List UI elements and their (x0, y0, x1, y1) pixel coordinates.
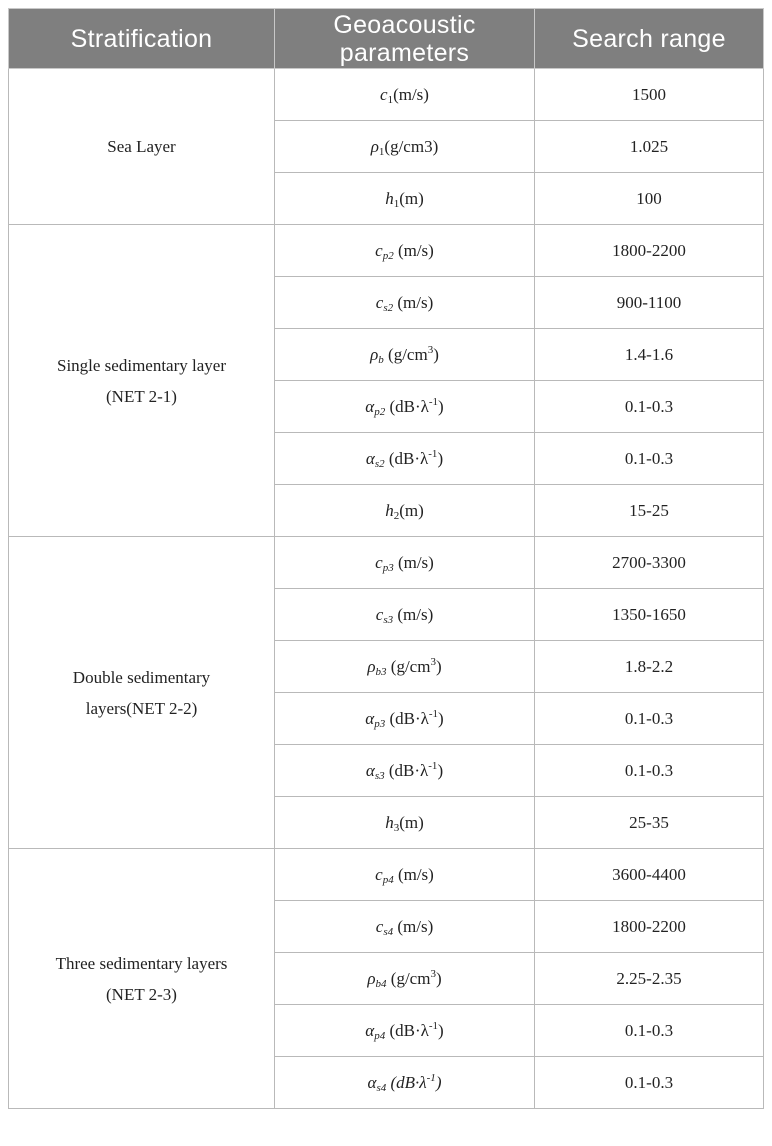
parameter-symbol-letter: h (385, 500, 394, 520)
stratification-label-line: Sea Layer (107, 137, 176, 156)
parameter-subscript: s4 (383, 925, 394, 938)
parameter-unit (393, 293, 433, 312)
parameter-symbol (376, 917, 393, 936)
parameter-symbol (375, 553, 394, 572)
parameter-subscript: 1 (387, 93, 394, 106)
header-geoacoustic-parameters: Geoacoustic parameters (275, 9, 535, 69)
parameter-symbol (365, 1021, 385, 1040)
parameter-unit-text: (m/s) (393, 604, 434, 624)
parameter-cell (275, 225, 535, 277)
parameter-symbol (368, 1073, 387, 1092)
parameter-subscript: 2 (393, 509, 400, 522)
parameter-symbol-letter: ρ (370, 136, 379, 156)
parameter-unit (394, 865, 434, 884)
parameter-symbol-letter: h (385, 812, 394, 832)
parameter-unit-superscript: -1 (428, 1019, 439, 1032)
parameter-subscript: s3 (374, 769, 385, 782)
parameter-unit-superscript: -1 (428, 759, 438, 772)
parameter-symbol (385, 189, 399, 208)
parameter-unit (399, 501, 424, 520)
parameter-unit-text: (m/s) (393, 864, 434, 884)
parameter-unit-text: (dB·λ (385, 1020, 429, 1040)
parameter-unit-text: (dB·λ (384, 760, 429, 780)
parameter-table-container (8, 8, 763, 1109)
stratification-cell (9, 69, 275, 225)
parameter-cell (275, 901, 535, 953)
search-range-cell: 1800-2200 (535, 225, 764, 277)
stratification-label-line: Three sedimentary layers (55, 953, 228, 973)
stratification-cell (9, 225, 275, 537)
parameter-subscript: 1 (378, 145, 385, 158)
parameter-unit-superscript: 3 (430, 655, 436, 668)
search-range-cell: 25-35 (535, 797, 764, 849)
search-range-cell: 15-25 (535, 485, 764, 537)
stratification-label-line: layers(NET 2-2) (85, 698, 198, 718)
search-range-cell: 0.1-0.3 (535, 745, 764, 797)
parameter-unit-superscript: -1 (428, 707, 439, 720)
parameter-unit (399, 189, 424, 208)
stratification-label-line: Double sedimentary (72, 667, 211, 687)
parameter-unit (384, 137, 438, 156)
parameter-unit-text: (g/cm (386, 968, 431, 988)
stratification-cell (9, 849, 275, 1109)
parameter-cell (275, 1057, 535, 1109)
parameter-unit (385, 761, 444, 780)
table-row (9, 849, 764, 901)
parameter-symbol-letter: h (385, 188, 394, 208)
search-range-cell: 0.1-0.3 (535, 1057, 764, 1109)
stratification-label-line: (NET 2-3) (106, 984, 177, 1004)
parameter-cell (275, 641, 535, 693)
parameter-unit-superscript: -1 (428, 395, 439, 408)
parameter-unit (399, 813, 424, 832)
parameter-symbol (385, 501, 399, 520)
parameter-unit-text: (g/cm (383, 344, 428, 364)
parameter-subscript: p3 (374, 717, 386, 730)
parameter-subscript: b4 (375, 977, 387, 990)
parameter-unit (385, 449, 444, 468)
search-range-cell: 2700-3300 (535, 537, 764, 589)
parameter-symbol-letter: α (365, 396, 375, 416)
parameter-subscript: s4 (376, 1081, 387, 1094)
parameter-symbol-letter: c (380, 84, 388, 104)
parameter-unit-text: (m) (399, 188, 424, 208)
parameter-unit (385, 397, 444, 416)
parameter-unit-text: (dB·λ (385, 708, 429, 728)
parameter-subscript: p2 (382, 249, 394, 262)
parameter-unit-text: (m/s) (393, 552, 434, 572)
search-range-cell: 1.4-1.6 (535, 329, 764, 381)
parameter-symbol (371, 137, 385, 156)
parameter-symbol-letter: α (365, 760, 375, 780)
parameter-subscript: s2 (374, 457, 385, 470)
table-row (9, 537, 764, 589)
parameter-symbol (385, 813, 399, 832)
parameter-unit (393, 85, 429, 104)
geoacoustic-parameters-table (8, 8, 764, 1109)
parameter-unit (385, 709, 444, 728)
header-search-range: Search range (535, 9, 764, 69)
search-range-cell: 0.1-0.3 (535, 381, 764, 433)
parameter-unit-text: (m) (399, 500, 424, 520)
parameter-subscript: p3 (382, 561, 394, 574)
search-range-cell: 1350-1650 (535, 589, 764, 641)
parameter-cell (275, 329, 535, 381)
parameter-cell (275, 849, 535, 901)
search-range-cell: 0.1-0.3 (535, 1005, 764, 1057)
parameter-unit-text: (m) (399, 812, 424, 832)
parameter-symbol (365, 397, 385, 416)
search-range-cell: 1500 (535, 69, 764, 121)
parameter-symbol-letter: c (375, 292, 384, 312)
parameter-symbol-letter: α (367, 1072, 377, 1092)
parameter-symbol (370, 345, 384, 364)
parameter-unit-close: ) (437, 448, 444, 468)
parameter-unit (394, 553, 434, 572)
parameter-cell (275, 485, 535, 537)
parameter-unit-close: ) (438, 708, 444, 728)
parameter-symbol (366, 761, 385, 780)
parameter-subscript: s3 (383, 613, 394, 626)
parameter-subscript: b3 (375, 665, 387, 678)
parameter-cell (275, 173, 535, 225)
parameter-unit-text: (m/s) (393, 916, 434, 936)
parameter-unit-text: (g/cm (386, 656, 431, 676)
parameter-unit (387, 969, 442, 988)
search-range-cell: 0.1-0.3 (535, 693, 764, 745)
parameter-symbol-letter: c (375, 604, 384, 624)
parameter-symbol-letter: ρ (370, 344, 379, 364)
parameter-unit-superscript: 3 (430, 967, 436, 980)
parameter-unit-text: (m/s) (393, 84, 429, 104)
parameter-unit-close: ) (433, 344, 439, 364)
parameter-symbol-letter: ρ (367, 656, 376, 676)
parameter-subscript: p4 (382, 873, 394, 886)
parameter-symbol-letter: c (375, 916, 384, 936)
parameter-unit (386, 1073, 441, 1092)
parameter-unit (394, 241, 434, 260)
parameter-unit-text: (dB·λ (384, 448, 429, 468)
parameter-unit-text: (dB·λ (386, 1072, 427, 1092)
parameter-cell (275, 433, 535, 485)
search-range-cell: 2.25-2.35 (535, 953, 764, 1005)
parameter-unit (385, 1021, 444, 1040)
search-range-cell: 900-1100 (535, 277, 764, 329)
parameter-cell (275, 953, 535, 1005)
parameter-unit (393, 917, 433, 936)
parameter-unit-superscript: -1 (426, 1071, 436, 1084)
parameter-subscript: p2 (374, 405, 386, 418)
parameter-unit-text: (dB·λ (385, 396, 429, 416)
parameter-cell (275, 537, 535, 589)
table-body (9, 69, 764, 1109)
parameter-unit-close: ) (435, 656, 442, 676)
stratification-label-line: Single sedimentary layer (56, 355, 226, 375)
search-range-cell: 0.1-0.3 (535, 433, 764, 485)
search-range-cell: 1.025 (535, 121, 764, 173)
parameter-cell (275, 693, 535, 745)
search-range-cell: 3600-4400 (535, 849, 764, 901)
parameter-unit-close: ) (437, 760, 444, 780)
parameter-unit-close: ) (438, 396, 444, 416)
parameter-unit-superscript: -1 (428, 447, 438, 460)
search-range-cell: 1.8-2.2 (535, 641, 764, 693)
parameter-cell (275, 121, 535, 173)
parameter-cell (275, 797, 535, 849)
stratification-label-line: (NET 2-1) (106, 386, 177, 406)
parameter-symbol-letter: c (375, 240, 383, 260)
search-range-cell: 1800-2200 (535, 901, 764, 953)
parameter-unit-close: ) (438, 1020, 444, 1040)
parameter-cell (275, 1005, 535, 1057)
parameter-symbol-letter: c (375, 864, 383, 884)
parameter-symbol (375, 241, 394, 260)
parameter-unit-superscript: 3 (427, 343, 434, 356)
parameter-unit-text: (m/s) (393, 292, 434, 312)
parameter-symbol-letter: α (365, 1020, 375, 1040)
parameter-unit-text: (g/cm3) (384, 136, 439, 156)
parameter-cell (275, 69, 535, 121)
parameter-subscript: 1 (393, 197, 400, 210)
parameter-cell (275, 277, 535, 329)
stratification-cell (9, 537, 275, 849)
parameter-unit-close: ) (435, 1072, 442, 1092)
parameter-unit (387, 657, 442, 676)
parameter-symbol (376, 293, 393, 312)
parameter-subscript: b (378, 353, 384, 366)
parameter-cell (275, 381, 535, 433)
header-stratification: Stratification (9, 9, 275, 69)
parameter-symbol (366, 449, 385, 468)
parameter-cell (275, 589, 535, 641)
parameter-symbol-letter: α (365, 448, 375, 468)
parameter-symbol-letter: c (375, 552, 383, 572)
table-row (9, 69, 764, 121)
parameter-subscript: p4 (374, 1029, 386, 1042)
parameter-symbol-letter: ρ (367, 968, 376, 988)
parameter-subscript: s2 (383, 301, 394, 314)
parameter-unit-close: ) (435, 968, 442, 988)
parameter-symbol (375, 865, 394, 884)
table-row (9, 225, 764, 277)
parameter-symbol (367, 657, 386, 676)
parameter-symbol (365, 709, 385, 728)
parameter-symbol (380, 85, 393, 104)
parameter-unit-text: (m/s) (393, 240, 434, 260)
parameter-subscript: 3 (393, 821, 400, 834)
parameter-symbol-letter: α (365, 708, 375, 728)
parameter-unit (393, 605, 433, 624)
parameter-symbol (376, 605, 393, 624)
parameter-unit (384, 345, 439, 364)
parameter-cell (275, 745, 535, 797)
parameter-symbol (367, 969, 386, 988)
search-range-cell: 100 (535, 173, 764, 225)
header-row (9, 9, 764, 69)
